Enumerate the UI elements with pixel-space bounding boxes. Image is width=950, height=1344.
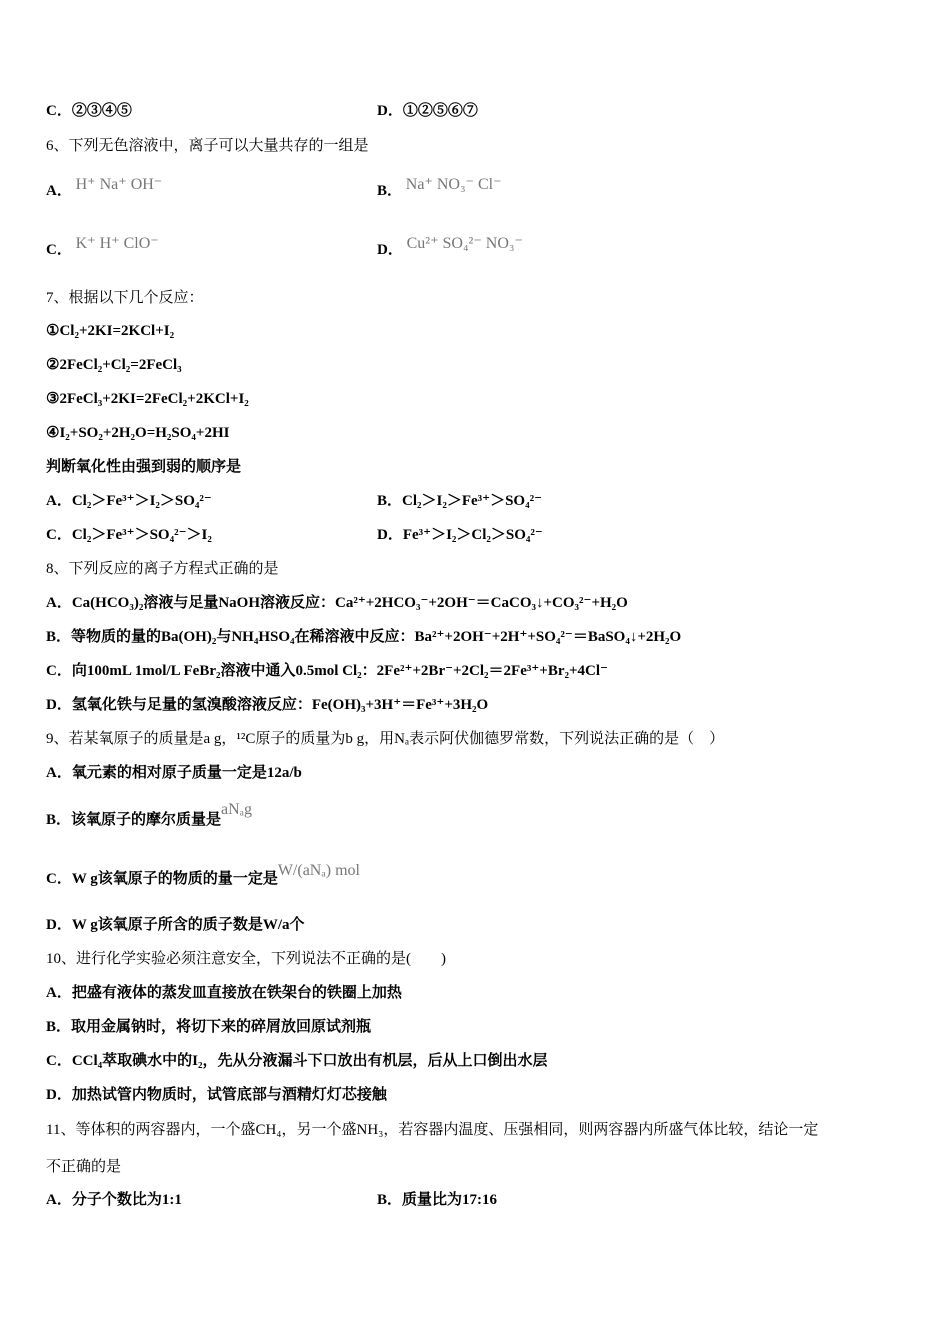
q10-option-a: A．把盛有液体的蒸发皿直接放在铁架台的铁圈上加热 [46,985,402,1001]
q7-stem: 7、根据以下几个反应： [46,290,204,306]
q6-option-c [46,235,159,260]
q10-option-d: D．加热试管内物质时，试管底部与酒精灯灯芯接触 [46,1087,387,1103]
q9-option-d: D．W g该氧原子所含的质子数是W/a个 [46,917,305,933]
q7-reaction-4: ④I₂+SO₂+2H₂O=H₂SO₄+2HI [46,425,230,441]
q9-option-c-formula: W/(aNₐ) mol [277,862,360,879]
q6-option-d-label: D． [377,242,403,258]
q7-reaction-3: ③2FeCl₃+2KI=2FeCl₂+2KCl+I₂ [46,391,249,407]
q6-option-d [377,235,523,260]
q7-option-c: C．Cl₂＞Fe³⁺＞SO₄²⁻＞I₂ [46,527,212,543]
q6-option-d-ions: Cu²⁺ SO₄²⁻ NO₃⁻ [406,235,523,252]
q8-option-a: A．Ca(HCO₃)₂溶液与足量NaOH溶液反应：Ca²⁺+2HCO₃⁻+2OH⁻＝CaCO₃↓+CO₃²⁻+H₂O [46,595,628,611]
q7-option-b: B．Cl₂＞I₂＞Fe³⁺＞SO₄²⁻ [377,493,542,509]
q6-option-b-label: B． [377,183,403,199]
q11-stem-line2: 不正确的是 [46,1159,122,1175]
q6-option-b [377,176,502,201]
q5-option-c: C．②③④⑤ [46,103,132,119]
q10-option-c: C．CCl₄萃取碘水中的I₂，先从分液漏斗下口放出有机层，后从上口倒出水层 [46,1053,548,1069]
q6-option-a [46,176,163,201]
q5-option-d: D．①②⑤⑥⑦ [377,103,478,119]
q9-option-a: A．氧元素的相对原子质量一定是12a/b [46,765,302,781]
q6-option-a-label: A． [46,183,72,199]
q9-option-b-label: B．该氧原子的摩尔质量是 [46,812,222,828]
q11-option-a: A．分子个数比为1:1 [46,1192,182,1208]
q6-option-c-ions: K⁺ H⁺ ClO⁻ [75,235,159,252]
q9-stem: 9、若某氧原子的质量是a g，¹²C原子的质量为b g，用Nₐ表示阿伏伽德罗常数，下列说法正确的是（ ） [46,731,725,747]
q8-option-b: B．等物质的量的Ba(OH)₂与NH₄HSO₄在稀溶液中反应：Ba²⁺+2OH⁻+2H⁺+SO₄²⁻＝BaSO₄↓+2H₂O [46,629,682,645]
q8-option-d: D．氢氧化铁与足量的氢溴酸溶液反应：Fe(OH)₃+3H⁺＝Fe³⁺+3H₂O [46,697,489,713]
q9-option-b [46,801,253,830]
q6-option-a-ions: H⁺ Na⁺ OH⁻ [75,176,163,193]
q8-stem: 8、下列反应的离子方程式正确的是 [46,561,279,577]
q7-reaction-2: ②2FeCl₂+Cl₂=2FeCl₃ [46,357,182,373]
q7-reaction-1: ①Cl₂+2KI=2KCl+I₂ [46,323,175,339]
q8-option-c: C．向100mL 1mol/L FeBr₂溶液中通入0.5mol Cl₂：2Fe²⁺+2Br⁻+2Cl₂＝2Fe³⁺+Br₂+4Cl⁻ [46,663,608,679]
q9-option-b-formula: aNₐg [221,801,253,818]
q9-option-c [46,862,360,889]
q6-option-c-label: C． [46,242,72,258]
q10-stem: 10、进行化学实验必须注意安全，下列说法不正确的是( ) [46,951,446,967]
q7-option-a: A．Cl₂＞Fe³⁺＞I₂＞SO₄²⁻ [46,493,212,509]
q11-stem-line1: 11、等体积的两容器内，一个盛CH₄，另一个盛NH₃，若容器内温度、压强相同，则两容器内所盛气体比较，结论一定 [46,1122,819,1138]
q10-option-b: B．取用金属钠时，将切下来的碎屑放回原试剂瓶 [46,1019,372,1035]
q7-option-d: D．Fe³⁺＞I₂＞Cl₂＞SO₄²⁻ [377,527,543,543]
q9-option-c-label: C．W g该氧原子的物质的量一定是 [46,871,278,887]
q6-stem: 6、下列无色溶液中，离子可以大量共存的一组是 [46,138,369,154]
q11-option-b: B．质量比为17:16 [377,1192,498,1208]
q6-option-b-ions: Na⁺ NO₃⁻ Cl⁻ [405,176,502,193]
q7-ask: 判断氧化性由强到弱的顺序是 [46,459,242,475]
